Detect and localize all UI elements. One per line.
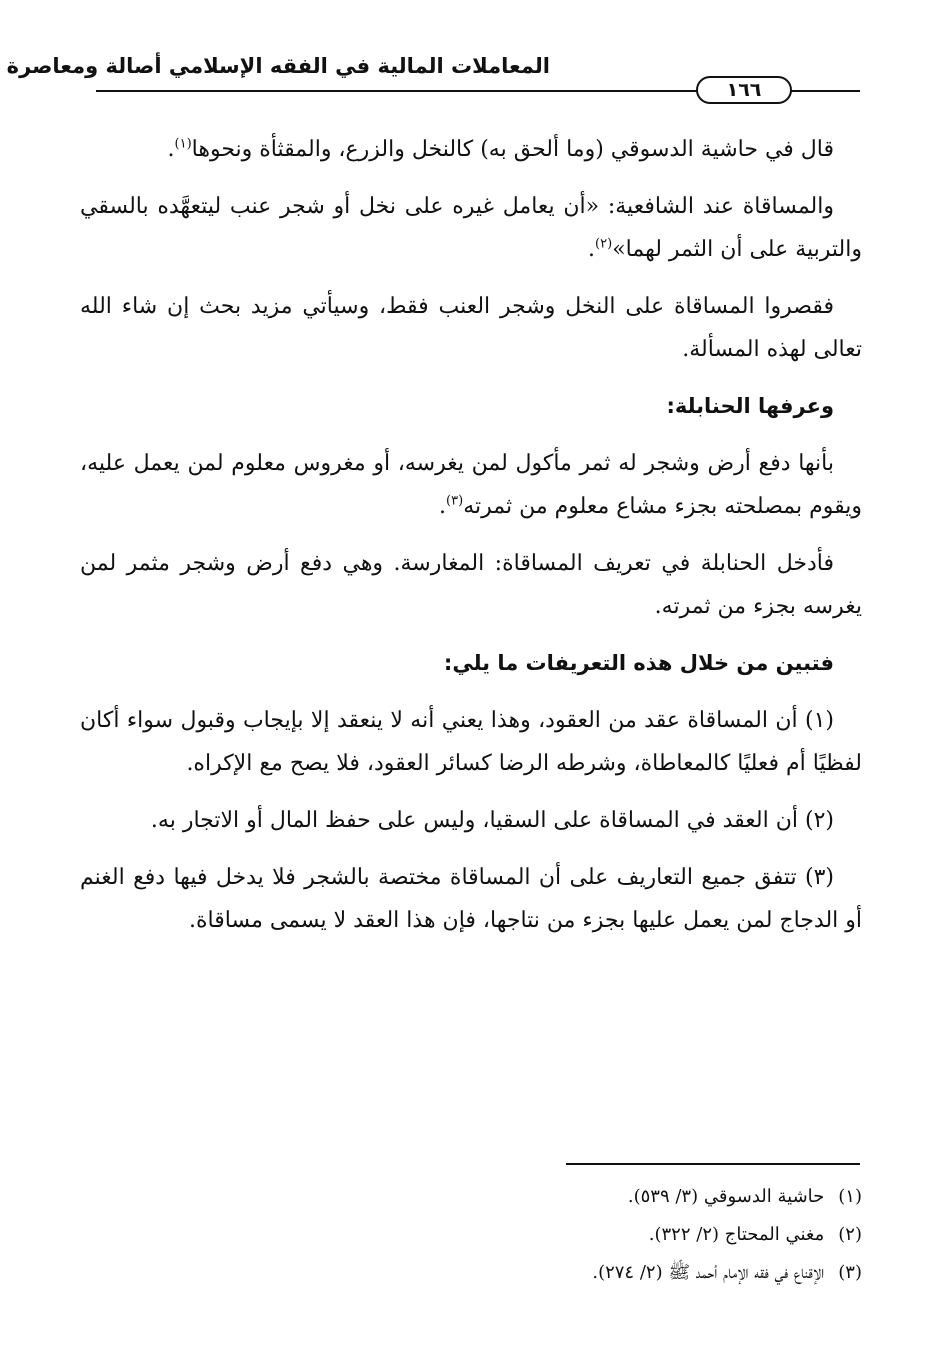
- heading-hanbali: وعرفها الحنابلة:: [666, 394, 834, 418]
- main-text: [80, 128, 862, 956]
- footnote-rule: [566, 1163, 860, 1165]
- footnote-ref-1[interactable]: (١): [174, 136, 192, 152]
- footnote-2: (٢)مغني المحتاج (٢/ ٣٢٢).: [648, 1224, 862, 1245]
- footnote-1: (١)حاشية الدسوقي (٣/ ٥٣٩).: [627, 1186, 862, 1207]
- page-header: [6, 48, 860, 118]
- point-1: (١) أن المساقاة عقد من العقود، وهذا يعني أنه لا ينعقد إلا بإيجاب وقبول سواء أكان لفظيًا أم فعليًا كالمعاطاة، وشرطه الرضا كسائر العقود، فلا يصح مع الإكراه.: [80, 708, 862, 776]
- paragraph-hanbali-definition: بأنها دفع أرض وشجر له ثمر مأكول لمن يغرسه، أو مغروس معلوم لمن يعمل عليه، ويقوم بمصلحته بجزء مشاع معلوم من ثمرته$^{(٣)}$.: [80, 451, 862, 519]
- header-rule: [96, 90, 742, 92]
- page-number: ١٦٦: [696, 76, 792, 104]
- point-2: (٢) أن العقد في المساقاة على السقيا، وليس على حفظ المال أو الاتجار به.: [150, 808, 834, 833]
- point-3: (٣) تتفق جميع التعاريف على أن المساقاة مختصة بالشجر فلا يدخل فيها دفع الغنم أو الدجاج لمن يعمل عليها بجزء من نتاجها، فإن هذا العقد لا يسمى مساقاة.: [80, 865, 862, 933]
- footnote-3: (٣)الإقناع في فقه الإمام أحمد ﷺ (٢/ ٢٧٤).: [592, 1262, 862, 1283]
- footnotes: [420, 1178, 862, 1292]
- paragraph-mugharasa: فأدخل الحنابلة في تعريف المساقاة: المغارسة. وهي دفع أرض وشجر مثمر لمن يغرسه بجزء من ثمرته.: [80, 551, 862, 619]
- paragraph-restriction: فقصروا المساقاة على النخل وشجر العنب فقط، وسيأتي مزيد بحث إن شاء الله تعالى لهذه المسألة.: [80, 294, 862, 362]
- paragraph-shafii-definition: والمساقاة عند الشافعية: «أن يعامل غيره على نخل أو شجر عنب ليتعهَّده بالسقي والتربية على أن الثمر لهما»$^{(٢)}$.: [80, 194, 862, 262]
- footnote-ref-3[interactable]: (٣): [446, 493, 464, 509]
- footnote-ref-2[interactable]: (٢): [595, 236, 613, 252]
- paragraph-dasuqi: قال في حاشية الدسوقي (وما ألحق به) كالنخل والزرع، والمقثأة ونحوها$^{(١)}$.: [167, 136, 834, 162]
- heading-conclusions: فتبين من خلال هذه التعريفات ما يلي:: [443, 651, 834, 675]
- running-title: المعاملات المالية في الفقه الإسلامي أصالة ومعاصرة: [6, 54, 550, 78]
- header-rule-tail: [790, 90, 860, 92]
